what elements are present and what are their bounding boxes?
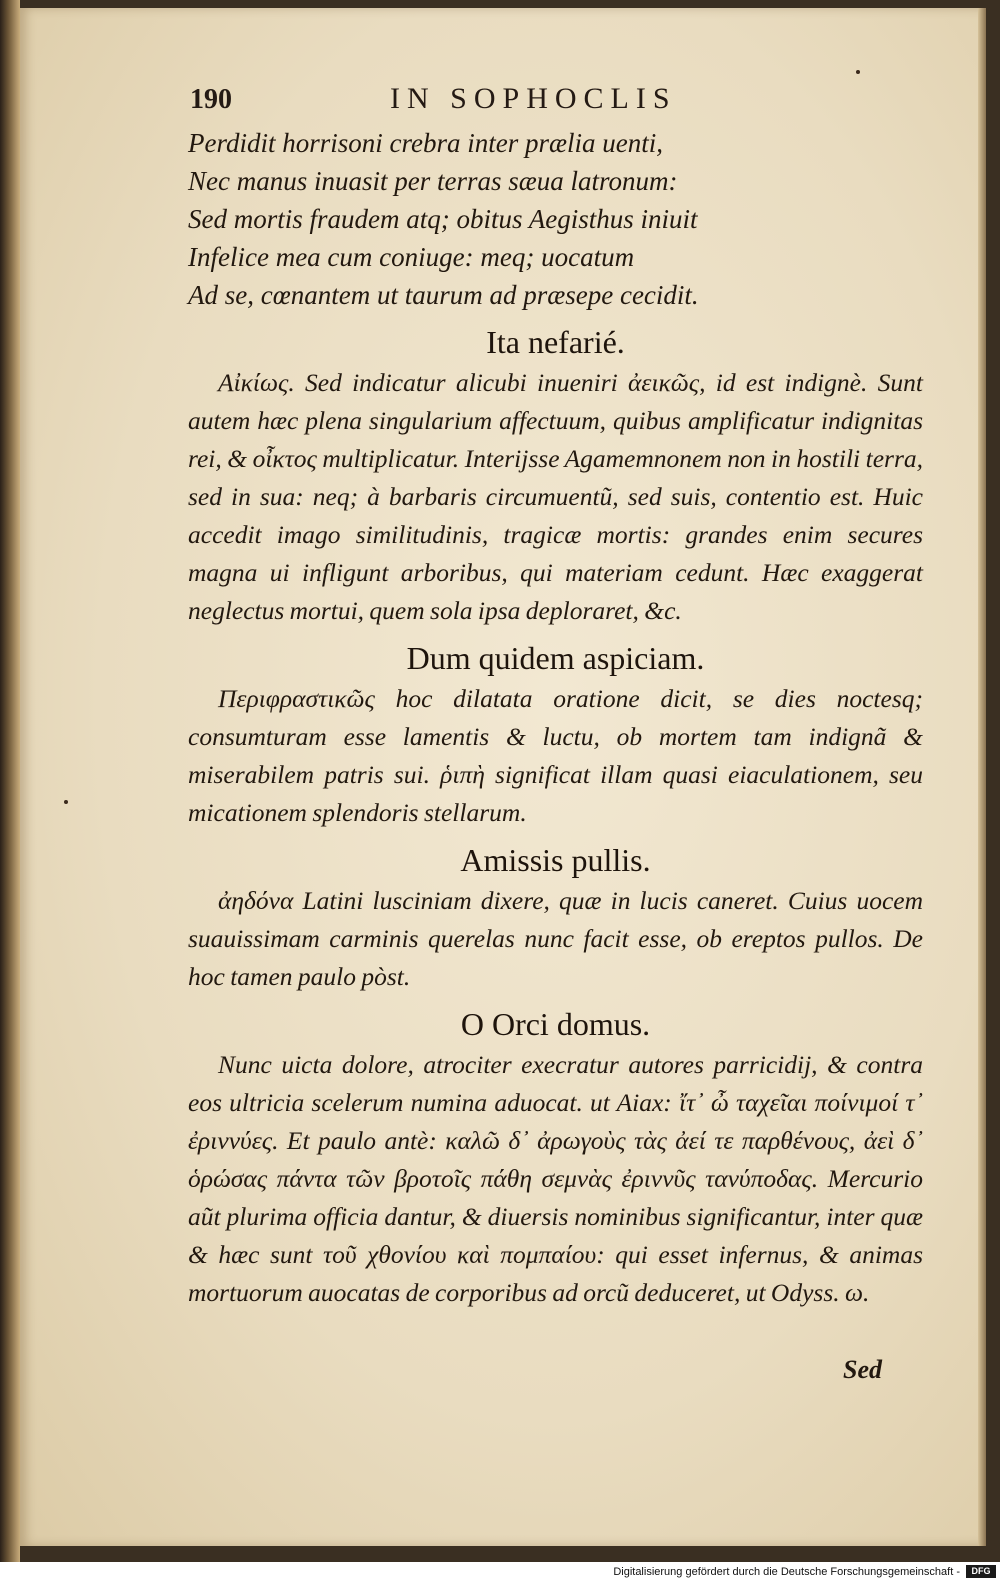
lemma-heading: Amissis pullis.	[460, 842, 651, 878]
commentary-paragraph: ἀηδόνα Latini lusciniam dixere, quæ in lucis caneret. Cuius uocem suauissimam carminis querelas nunc facit esse, ob ereptos pullos. De hoc tamen paulo pòst.	[188, 886, 923, 991]
ink-speck	[64, 800, 68, 804]
commentary-paragraph: Αἰκίως. Sed indicatur alicubi inueniri ἀεικῶς, id est indignè. Sunt autem hæc plena singularium affectuum, quibus amplificatur indignitas rei, & οἶκτος multiplicatur. Interijsse Agamemnonem non in hostili terra, sed in sua: neq; à barbaris circumuentũ, sed suis, contentio est. Huic accedit imago similitudinis, tragicæ mortis: grandes enim secures magna ui infligunt arboribus, qui materiam cedunt. Hæc exaggerat neglectus mortui, quem sola ipsa deploraret, &c.	[188, 368, 923, 625]
text-block	[188, 124, 923, 1312]
funding-credit: Digitalisierung gefördert durch die Deutsche Forschungsgemeinschaft -	[613, 1566, 960, 1578]
page-header	[190, 82, 750, 122]
page-edge	[978, 8, 986, 1546]
verse-line: Perdidit horrisoni crebra inter prælia uenti,	[188, 128, 663, 158]
dfg-logo: DFG	[966, 1565, 996, 1578]
commentary-paragraph: Nunc uicta dolore, atrociter execratur autores parricidij, & contra eos ultricia scelerum numina aduocat. ut Aiax: ἴτ᾽ ὦ ταχεῖαι ποίνιμοί τ᾽ ἐριννύες. Et paulo antè: καλῶ δ᾽ ἀρωγοὺς τὰς ἀεί τε παρθένους, ἀεὶ δ᾽ ὁρώσας πάντα τῶν βροτοῖς πάθη σεμνὰς ἐριννῦς τανύποδας. Mercurio aũt plurima officia dantur, & diuersis nominibus significantur, inter quæ & hæc sunt τοῦ χθονίου καὶ πομπαίου: qui esset infernus, & animas mortuorum auocatas de corporibus ad orcũ deduceret, ut Odyss. ω.	[188, 1050, 923, 1307]
book-binding	[0, 0, 20, 1562]
page-number: 190	[190, 84, 232, 115]
verse-line: Ad se, cœnantem ut taurum ad præsepe cecidit.	[188, 280, 699, 310]
ink-speck	[856, 70, 860, 74]
catchword: Sed	[843, 1355, 882, 1384]
verse-line: Sed mortis fraudem atq; obitus Aegisthus iniuit	[188, 204, 698, 234]
lemma-heading: Dum quidem aspiciam.	[406, 640, 705, 676]
verse-line: Nec manus inuasit per terras sæua latronum:	[188, 166, 678, 196]
digitization-footer	[0, 1562, 1000, 1582]
verse-quotation	[188, 124, 923, 314]
lemma-heading: O Orci domus.	[460, 1006, 651, 1042]
commentary-paragraph: Περιφραστικῶς hoc dilatata oratione dicit, se dies noctesq; consumturam esse lamentis & luctu, ob mortem tam indignã & miserabilem patris sui. ῥιπὴ significat illam quasi eiaculationem, seu micationem splendoris stellarum.	[188, 684, 923, 827]
lemma-heading: Ita nefarié.	[486, 324, 625, 360]
running-head: IN SOPHOCLIS	[390, 82, 677, 115]
verse-line: Infelice mea cum coniuge: meq; uocatum	[188, 242, 635, 272]
